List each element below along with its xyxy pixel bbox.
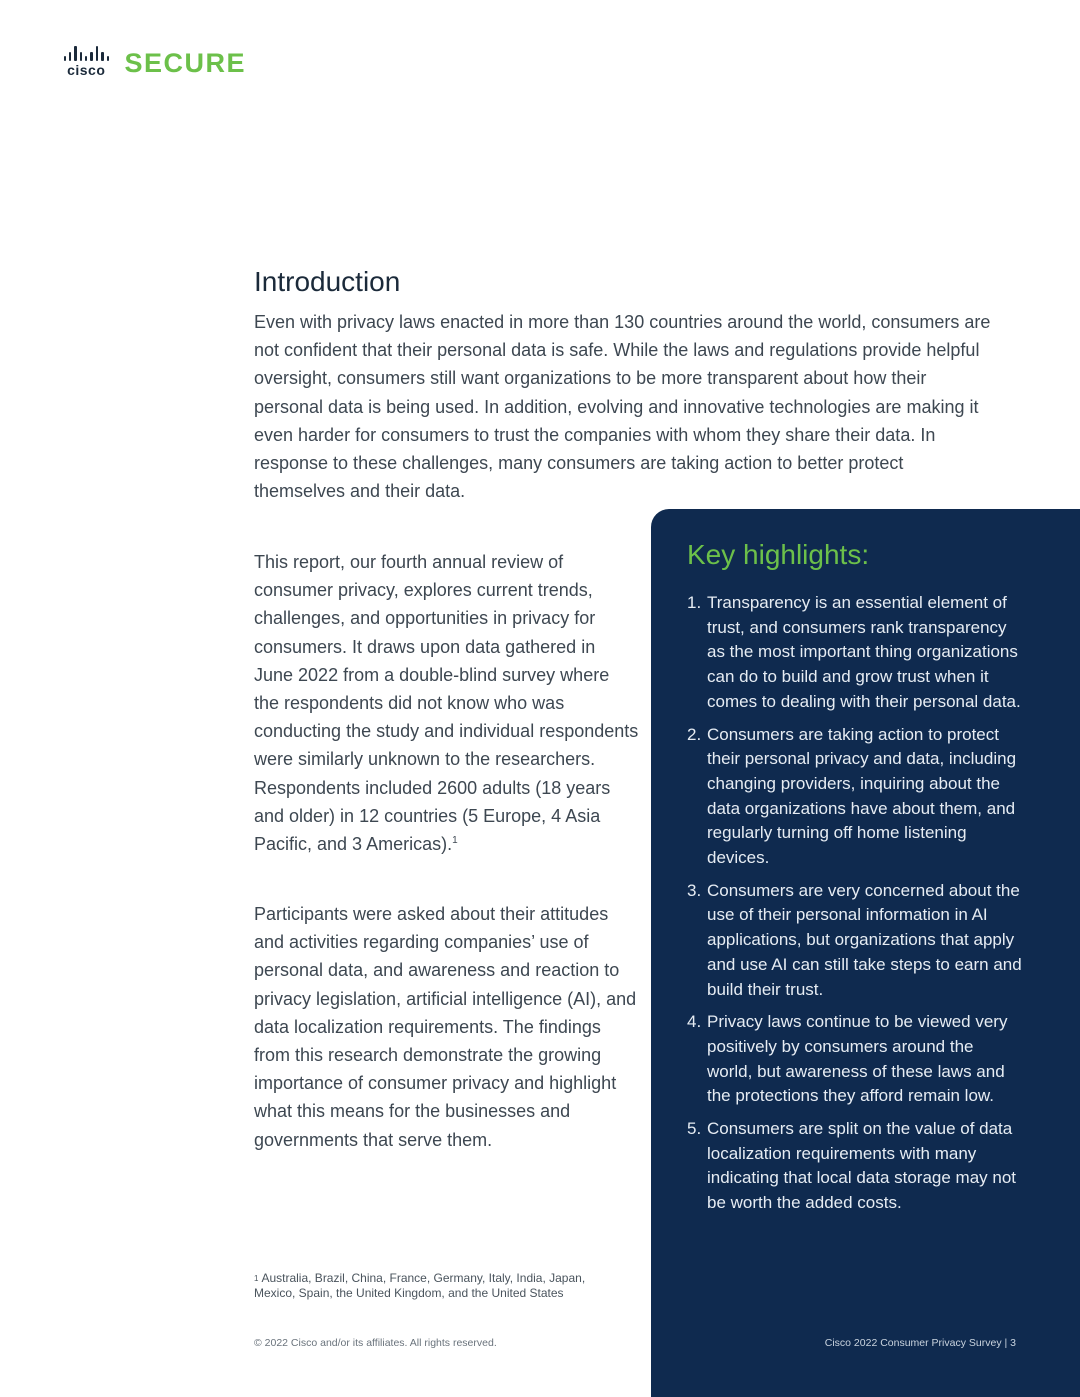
cisco-secure-logo bbox=[62, 46, 246, 77]
footnote bbox=[254, 1271, 614, 1301]
key-highlights-title: Key highlights: bbox=[687, 539, 870, 570]
key-highlights-list bbox=[687, 591, 1023, 1224]
footnote-ref: 1 bbox=[452, 835, 458, 847]
page-footer bbox=[825, 1337, 1016, 1349]
cisco-logo bbox=[62, 46, 111, 77]
key-highlights-panel bbox=[651, 509, 1080, 1397]
footer-separator: | bbox=[1004, 1337, 1008, 1349]
highlight-text: Consumers are very concerned about the use of their personal information in AI applications, but organizations that apply and use AI can still take steps to earn and build their trust. bbox=[707, 880, 1022, 999]
intro-paragraph-1: Even with privacy laws enacted in more than 130 countries around the world, consumers are not confident that their personal data is safe. While the laws and regulations provide helpful oversight, consumers still want organizations to be more transparent about how their personal data is being used. In addition, evolving and innovative technologies are making it even harder for consumers to trust the companies with whom they share their data. In response to these challenges, many consumers are taking action to better protect themselves and their data. bbox=[254, 312, 991, 502]
highlight-item bbox=[687, 591, 1023, 715]
highlight-number: 2. bbox=[687, 724, 702, 744]
footnote-mark: 1 bbox=[254, 1274, 259, 1283]
document-title: Cisco 2022 Consumer Privacy Survey bbox=[824, 1337, 1002, 1349]
footnote-text: Australia, Brazil, China, France, Germany, Italy, India, Japan, Mexico, Spain, the United Kingdom, and the United States bbox=[254, 1271, 586, 1300]
highlight-item bbox=[687, 1010, 1023, 1109]
highlight-item bbox=[687, 723, 1023, 871]
highlight-text: Privacy laws continue to be viewed very positively by consumers around the world, but awareness of these laws and the protections they afford remain low. bbox=[707, 1012, 1008, 1106]
intro-paragraph-3: Participants were asked about their attitudes and activities regarding companies’ use of personal data, and awareness and reaction to privacy legislation, artificial intelligence (AI), and data localization requirements. The findings from this research demonstrate the growing importance of consumer privacy and highlight what this means for the businesses and governments that serve them. bbox=[254, 904, 637, 1150]
intro-title: Introduction bbox=[254, 266, 401, 297]
highlight-item bbox=[687, 879, 1023, 1003]
highlight-text: Consumers are taking action to protect their personal privacy and data, including changing providers, inquiring about the data organizations have about them, and regularly turning off home listening devices. bbox=[707, 724, 1017, 868]
highlight-number: 1. bbox=[687, 593, 702, 612]
page-number: 3 bbox=[1010, 1337, 1016, 1349]
highlight-number: 4. bbox=[687, 1012, 702, 1032]
copyright: © 2022 Cisco and/or its affiliates. All rights reserved. bbox=[254, 1337, 497, 1349]
intro-paragraph-2-text: This report, our fourth annual review of consumer privacy, explores current trends, challenges, and opportunities in privacy for consumers. It draws upon data gathered in June 2022 from a double-blind survey where the respondents did not know who was conducting the study and individual respondents were similarly unknown to the researchers. Respondents included 2600 adults (18 years and older) in 12 countries (5 Europe, 4 Asia Pacific, and 3 Americas). bbox=[254, 552, 639, 855]
highlight-text: Transparency is an essential element of trust, and consumers rank transparency as the most important thing organizations can do to build and grow trust when it comes to dealing with their personal data. bbox=[707, 593, 1021, 711]
cisco-wordmark: cisco bbox=[67, 62, 106, 78]
highlight-item bbox=[687, 1117, 1023, 1216]
highlight-number: 3. bbox=[687, 880, 702, 900]
secure-wordmark: SECURE bbox=[124, 48, 247, 78]
cisco-bridge-icon bbox=[62, 46, 111, 61]
highlight-text: Consumers are split on the value of data localization requirements with many indicating that local data storage may not be worth the added costs. bbox=[707, 1119, 1017, 1213]
intro-paragraph-2 bbox=[254, 548, 639, 858]
highlight-number: 5. bbox=[687, 1119, 702, 1139]
